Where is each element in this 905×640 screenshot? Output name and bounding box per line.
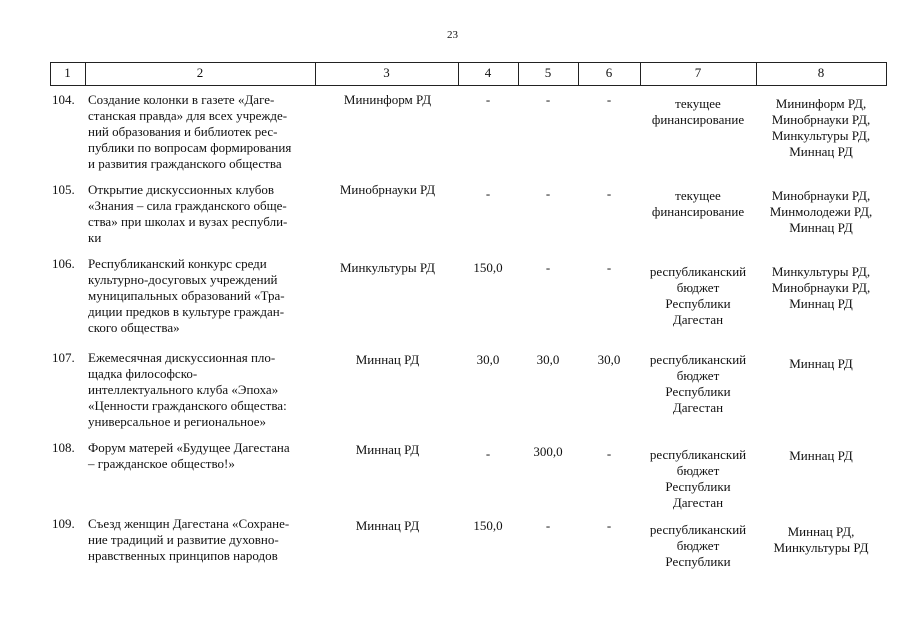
header-col-5: 5 <box>544 65 552 80</box>
row-col6: - <box>606 518 612 533</box>
row-partners: Минобрнауки РД, Минмолодежи РД, Миннац РД <box>769 188 873 235</box>
row-col5: - <box>545 186 551 201</box>
row-executor: Минобрнауки РД <box>339 182 436 197</box>
row-source: текущее финансирование <box>651 188 745 219</box>
row-partners: Миннац РД, Минкультуры РД <box>773 524 869 555</box>
page-number: 23 <box>447 29 458 41</box>
header-col-1: 1 <box>64 65 71 80</box>
description-text: Форум матерей «Будущее Дагестана – гражданское общество!» <box>88 440 290 471</box>
row-col4: 30,0 <box>476 352 500 367</box>
row-col5: 30,0 <box>536 352 560 367</box>
row-partners: Минкультуры РД, Минобрнауки РД, Миннац РД <box>771 264 871 311</box>
row-col5: 300,0 <box>533 444 563 459</box>
description-text: Республиканский конкурс среди культурно-досуговых учреждений муниципальных образований «Тра- диции предков в культуре граждан- ского общества» <box>88 256 285 335</box>
row-description <box>88 516 310 564</box>
row-col6: 30,0 <box>597 352 621 367</box>
header-col-4: 4 <box>484 65 492 80</box>
row-col4: 150,0 <box>473 260 503 275</box>
row-col6: - <box>606 260 612 275</box>
row-col5: - <box>545 92 551 107</box>
row-number: 107. <box>52 350 75 365</box>
row-source: республиканский бюджет Республики Дагестан <box>649 447 747 510</box>
header-col-3: 3 <box>383 65 390 80</box>
row-description <box>88 440 310 472</box>
row-partners: Мининформ РД, Минобрнауки РД, Минкультуры РД, Миннац РД <box>771 96 871 159</box>
row-col6: - <box>606 92 612 107</box>
header-col-8: 8 <box>817 65 825 80</box>
row-col5: - <box>545 518 551 533</box>
header-col-7: 7 <box>694 65 702 80</box>
row-executor: Миннац РД <box>355 352 420 367</box>
row-col5: - <box>545 260 551 275</box>
description-text: Открытие дискуссионных клубов «Знания – сила гражданского обще- ства» при школах и вузах республи- ки <box>88 182 288 245</box>
row-executor: Миннац РД <box>355 442 420 457</box>
row-description <box>88 182 310 246</box>
row-number: 105. <box>52 182 75 197</box>
description-text: Съезд женщин Дагестана «Сохране- ние традиций и развитие духовно- нравственных принципов народов <box>88 516 290 563</box>
header-col-2: 2 <box>196 65 204 80</box>
row-col6: - <box>606 186 612 201</box>
row-col4: 150,0 <box>473 518 503 533</box>
row-col6: - <box>606 446 612 461</box>
row-number: 106. <box>52 256 75 271</box>
row-source: республиканский бюджет Республики Дагестан <box>649 264 747 327</box>
row-executor: Мининформ РД <box>343 92 432 107</box>
description-text: Создание колонки в газете «Даге- станская правда» для всех учрежде- ний образования и библиотек рес- публики по вопросам формирования и развития гражданского общества <box>88 92 292 171</box>
row-description <box>88 256 310 336</box>
row-col4: - <box>485 92 491 107</box>
header-col-6: 6 <box>605 65 613 80</box>
row-partners: Миннац РД <box>789 356 853 371</box>
row-description <box>88 350 310 430</box>
header-divider <box>886 62 887 86</box>
row-source: республиканский бюджет Республики <box>649 522 747 569</box>
row-col4: - <box>485 446 491 461</box>
description-text: Ежемесячная дискуссионная пло- щадка философско- интеллектуального клуба «Эпоха» «Ценности гражданского общества: универсальное и региональное» <box>88 350 287 429</box>
row-source: республиканский бюджет Республики Дагестан <box>649 352 747 415</box>
header-bottom-rule <box>50 85 887 86</box>
row-executor: Минкультуры РД <box>339 260 436 275</box>
row-partners: Миннац РД <box>789 448 853 463</box>
row-number: 104. <box>52 92 75 107</box>
row-col4: - <box>485 186 491 201</box>
row-number: 108. <box>52 440 75 455</box>
row-executor: Миннац РД <box>355 518 420 533</box>
row-source: текущее финансирование <box>651 96 745 127</box>
row-description <box>88 92 310 172</box>
row-number: 109. <box>52 516 75 531</box>
